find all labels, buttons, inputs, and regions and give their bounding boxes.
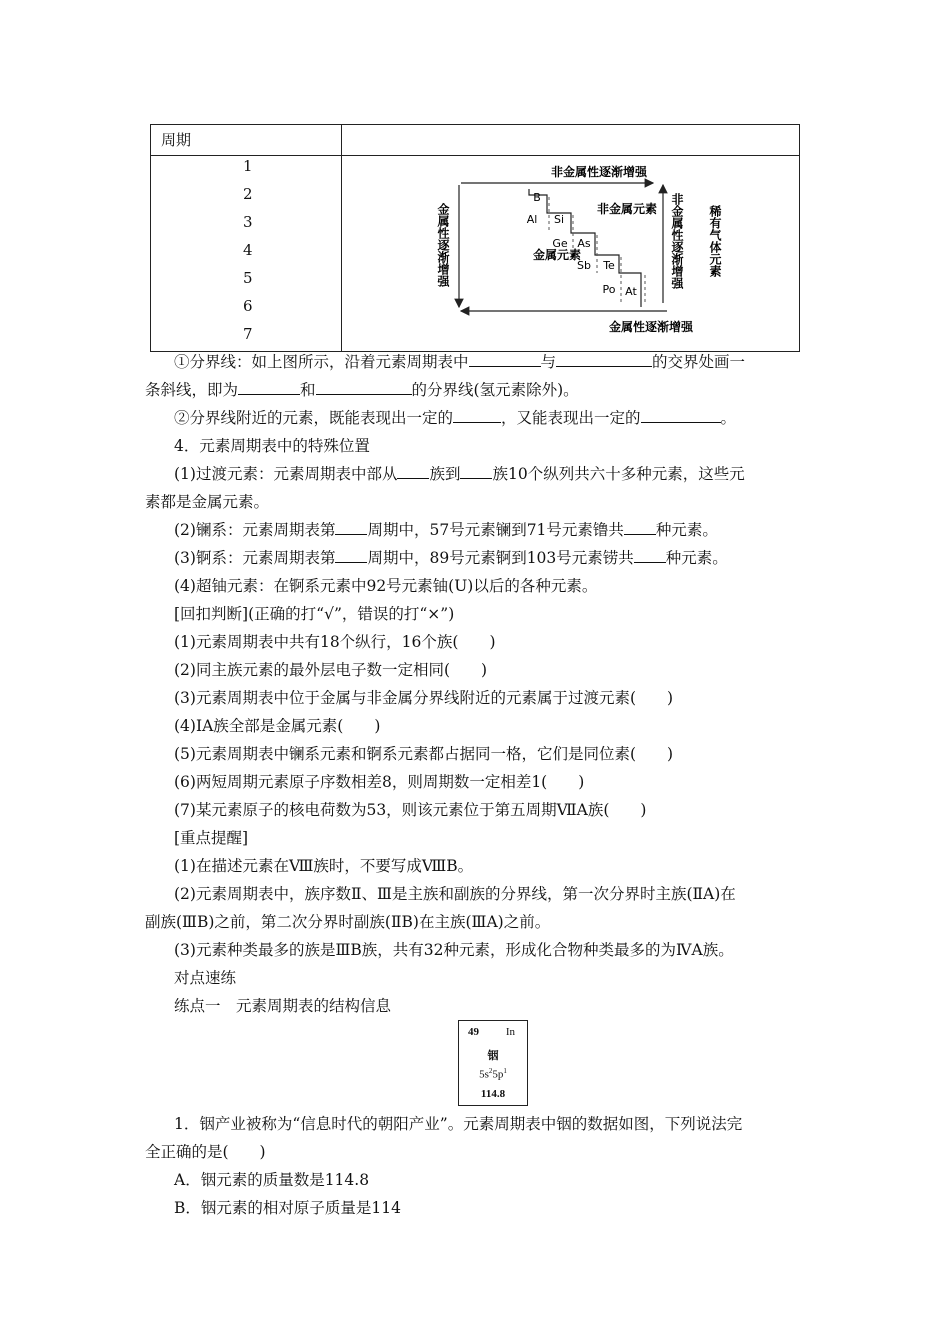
atomic-mass: 114.8 [480,1088,506,1100]
element-symbol: Al [526,213,538,226]
element-card-indium [458,1020,528,1106]
text-line: 条斜线，即为 和 的分界线(氢元素除外)。 [145,381,579,399]
noble-gas-label: 稀有气体元素 [708,205,722,277]
text-line: (3)元素种类最多的族是ⅢB族，共有32种元素，形成化合物种类最多的为ⅣA族。 [174,941,734,959]
question-text: 1．铟产业被称为“信息时代的朝阳产业”。元素周期表中铟的数据如图，下列说法完 [174,1115,743,1133]
metal-region-label: 金属元素 [532,248,581,262]
period-number: 7 [243,325,253,343]
top-label: 非金属性逐渐增强 [550,165,647,179]
atomic-number: 49 [468,1026,479,1038]
element-symbol: Te [603,259,615,272]
question-text: 全正确的是( ) [145,1143,266,1161]
text-line: (3)元素周期表中位于金属与非金属分界线附近的元素属于过渡元素( ) [174,689,674,707]
text-line: (2)镧系：元素周期表第 周期中，57号元素镧到71号元素镥共 种元素。 [174,521,718,539]
text-line: ②分界线附近的元素，既能表现出一定的 ，又能表现出一定的 。 [174,409,737,427]
period-number: 1 [243,157,253,175]
text-line: (6)两短周期元素原子序数相差8，则周期数一定相差1( ) [174,773,585,791]
bottom-label: 金属性逐渐增强 [608,320,693,334]
element-symbol: Po [602,283,616,296]
option-a: A．铟元素的质量数是114.8 [174,1171,370,1189]
periodic-table-frame [150,124,800,352]
period-number: 3 [243,213,253,231]
nonmetal-region-label: 非金属元素 [596,202,657,216]
text-line: 对点速练 [174,969,237,987]
electron-config: $5s^25p^1$ [479,1067,507,1081]
element-symbol: As [577,237,591,250]
text-line: (1)过渡元素：元素周期表中部从 族到 族10个纵列共六十多种元素，这些元 [174,465,745,483]
text-line: [回扣判断](正确的打“√”，错误的打“×”) [174,605,455,623]
element-symbol: B [533,191,541,204]
element-symbol: Sb [577,259,591,272]
metal-nonmetal-diagram [431,155,731,353]
period-number: 4 [243,241,253,259]
table-header-period: 周期 [161,131,192,149]
text-line: (1)在描述元素在Ⅷ族时，不要写成ⅧB。 [174,857,474,875]
element-symbol: Ge [552,237,568,250]
text-line: ①分界线：如上图所示，沿着元素周期表中 与 的交界处画一 [174,353,746,371]
text-line: 副族(ⅢB)之前，第二次分界时副族(ⅡB)在主族(ⅢA)之前。 [145,913,551,931]
option-b: B．铟元素的相对原子质量是114 [174,1199,401,1217]
table-divider-vertical [341,125,342,351]
period-number: 5 [243,269,253,287]
period-number: 2 [243,185,253,203]
text-line: [重点提醒] [174,829,249,847]
text-line: (4)ⅠA族全部是金属元素( ) [174,717,381,735]
period-number: 6 [243,297,253,315]
text-line: (3)锕系：元素周期表第 周期中，89号元素锕到103号元素铹共 种元素。 [174,549,728,567]
left-label: 金属性逐渐增强 [436,203,450,287]
right-label: 非金属性逐渐增强 [670,193,684,289]
text-line: (5)元素周期表中镧系元素和锕系元素都占据同一格，它们是同位素( ) [174,745,674,763]
element-symbol: Si [553,213,565,226]
text-line: (7)某元素原子的核电荷数为53，则该元素位于第五周期ⅦA族( ) [174,801,647,819]
element-symbol: In [505,1026,515,1038]
text-line: (2)元素周期表中，族序数Ⅱ、Ⅲ是主族和副族的分界线，第一次分界时主族(ⅡA)在 [174,885,736,903]
text-line: 素都是金属元素。 [145,493,270,511]
text-line: (1)元素周期表中共有18个纵行，16个族( ) [174,633,496,651]
text-line: (4)超铀元素：在锕系元素中92号元素铀(U)以后的各种元素。 [174,577,598,595]
text-line: 练点一 元素周期表的结构信息 [174,997,392,1015]
element-name: 铟 [487,1049,499,1062]
text-line: 4．元素周期表中的特殊位置 [174,437,370,455]
element-symbol: At [625,285,637,298]
text-line: (2)同主族元素的最外层电子数一定相同( ) [174,661,488,679]
